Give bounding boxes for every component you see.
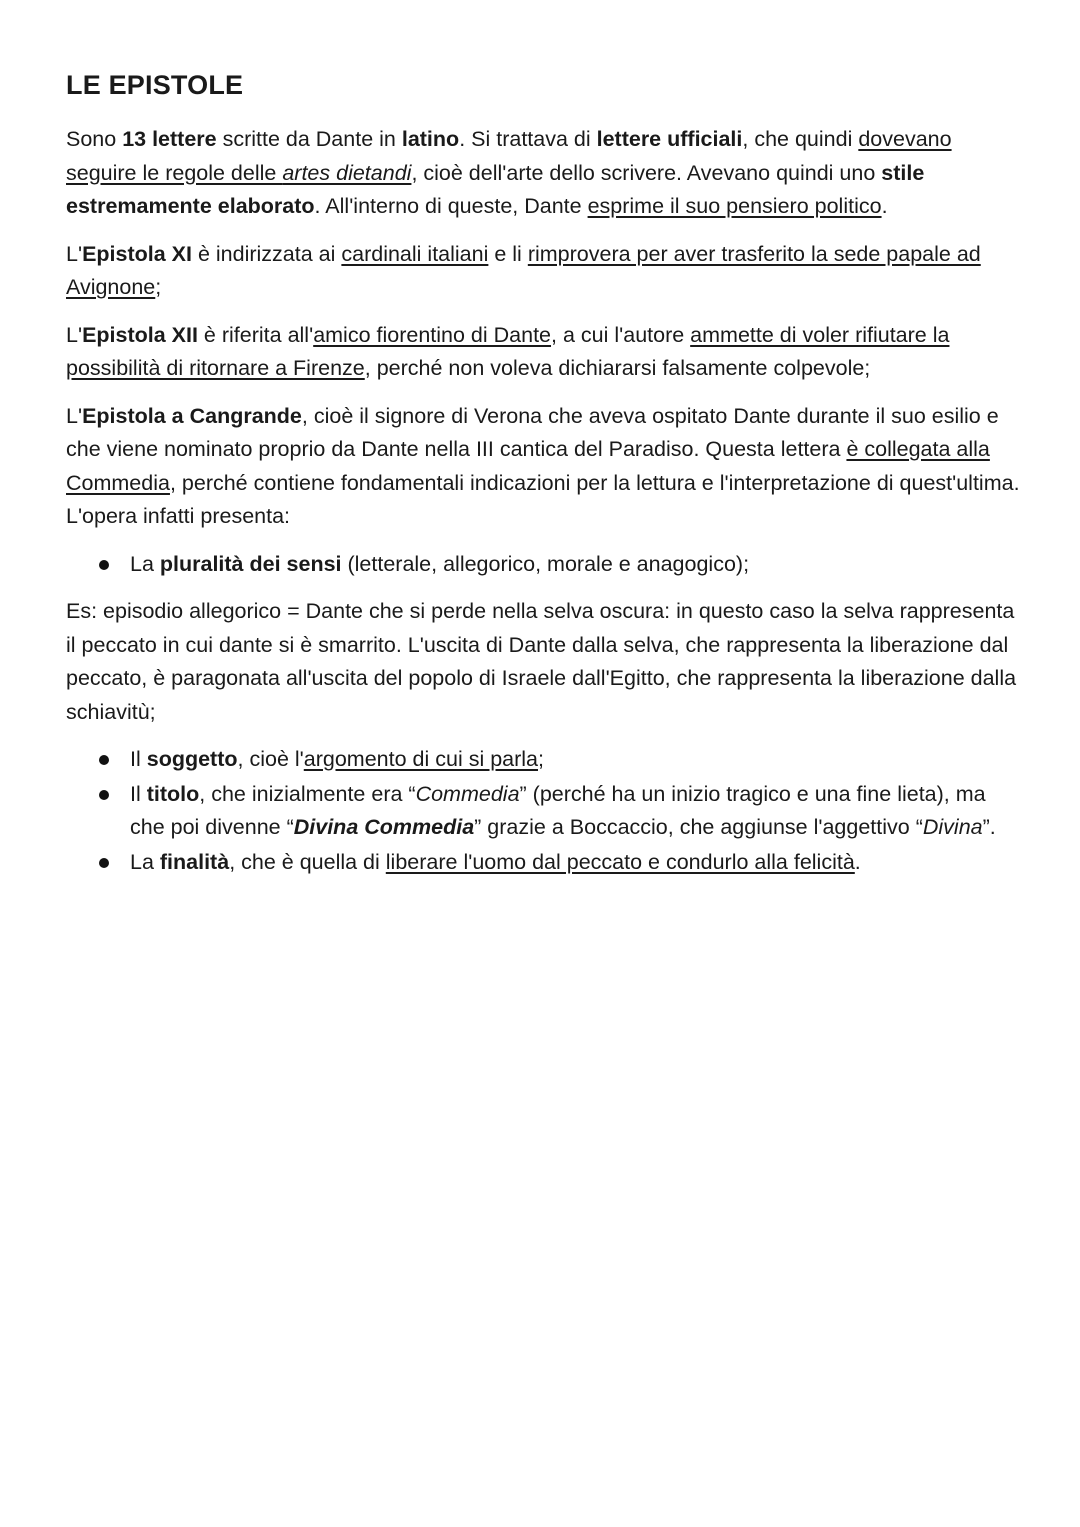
bold-text: soggetto bbox=[146, 747, 238, 771]
text: . All'interno di queste, Dante bbox=[314, 194, 588, 218]
text: , che è quella di bbox=[229, 849, 386, 874]
text: Il bbox=[130, 747, 147, 771]
underlined-text: rimprovera per aver trasferito la sede papale ad Avignone bbox=[66, 241, 981, 299]
italic-text: artes dietandi bbox=[282, 160, 412, 185]
text: (letterale, allegorico, morale e anagogico); bbox=[341, 551, 750, 576]
bold-text: finalità bbox=[159, 849, 230, 874]
paragraph-intro bbox=[66, 123, 1020, 224]
underlined-text: liberare l'uomo dal peccato e condurlo alla felicità bbox=[385, 849, 855, 874]
underlined-text: ammette di voler rifiutare la possibilità di ritornare a Firenze bbox=[66, 322, 950, 380]
text: La bbox=[130, 551, 160, 576]
text: . bbox=[881, 194, 888, 218]
list-item bbox=[130, 846, 1020, 880]
text: ; bbox=[155, 275, 162, 299]
paragraph-epistola-xii bbox=[66, 319, 1020, 386]
list-item bbox=[130, 778, 1020, 845]
text: dovevano seguire le regole delle bbox=[66, 127, 952, 185]
text: è riferita all' bbox=[197, 322, 314, 347]
bold-text: pluralità dei sensi bbox=[159, 551, 342, 576]
underlined-text: esprime il suo pensiero politico bbox=[587, 194, 882, 218]
bold-text: Epistola XI bbox=[82, 241, 192, 266]
paragraph-example: Es: episodio allegorico = Dante che si perde nella selva oscura: in questo caso la selva rappresenta il peccato in cui dante si è smarrito. L'uscita di Dante dalla selva, che rappresenta la liberazione dal peccato, è paragonata all'uscita del popolo di Israele dall'Egitto, che rappresenta la liberazione dalla schiavitù; bbox=[66, 599, 1017, 724]
bullet-list-senses bbox=[66, 548, 1020, 582]
text: ” grazie a Boccaccio, che aggiunse l'aggettivo “ bbox=[474, 815, 923, 839]
text: , perché contiene fondamentali indicazioni per la lettura e l'interpretazione di quest'ultima. L'opera infatti presenta: bbox=[66, 470, 1020, 528]
underlined-text: argomento di cui si parla bbox=[303, 747, 538, 771]
paragraph-epistola-cangrande bbox=[66, 400, 1020, 534]
bold-text: Epistola XII bbox=[82, 322, 198, 347]
text: L' bbox=[66, 241, 83, 266]
underlined-text: amico fiorentino di Dante bbox=[313, 322, 552, 347]
text: ”. bbox=[982, 815, 996, 839]
text: , a cui l'autore bbox=[551, 322, 691, 347]
text: L' bbox=[66, 322, 83, 347]
bold-italic-text: Divina Commedia bbox=[293, 815, 475, 839]
text: è indirizzata ai bbox=[191, 241, 342, 266]
text: , che quindi bbox=[742, 127, 859, 151]
text: ” (perché ha un inizio tragico e una fine lieta), ma che poi divenne “ bbox=[130, 781, 986, 839]
bold-text: stile estremamente elaborato bbox=[66, 160, 925, 218]
list-item bbox=[130, 548, 1020, 582]
text: Sono bbox=[66, 127, 123, 151]
text: , che inizialmente era “ bbox=[199, 781, 416, 806]
bold-text: 13 lettere bbox=[122, 127, 217, 151]
text: Il bbox=[130, 781, 147, 806]
bold-text: Epistola a Cangrande bbox=[82, 403, 302, 428]
bold-text: lettere ufficiali bbox=[596, 127, 743, 151]
text: . Si trattava di bbox=[459, 127, 597, 151]
text: , cioè il signore di Verona che aveva ospitato Dante durante il suo esilio e che viene nominato proprio da Dante nella III cantica del Paradiso. Questa lettera bbox=[66, 403, 999, 461]
text: , perché non voleva dichiararsi falsamente colpevole; bbox=[364, 356, 871, 380]
text: . bbox=[854, 849, 861, 874]
list-item bbox=[130, 743, 1020, 777]
text: L' bbox=[66, 403, 83, 428]
bullet-list-features bbox=[66, 743, 1020, 879]
text: La bbox=[130, 849, 160, 874]
underlined-text: cardinali italiani bbox=[341, 241, 489, 266]
page-title: LE EPISTOLE bbox=[66, 70, 244, 100]
text: , cioè l' bbox=[237, 747, 304, 771]
bold-text: titolo bbox=[146, 781, 200, 806]
paragraph-epistola-xi bbox=[66, 238, 1020, 305]
bold-text: latino bbox=[401, 127, 460, 151]
italic-text: Commedia bbox=[415, 781, 520, 806]
italic-text: Divina bbox=[922, 815, 983, 839]
text: scritte da Dante in bbox=[216, 127, 402, 151]
underlined-text: è collegata alla Commedia bbox=[66, 437, 990, 495]
text: e li bbox=[488, 241, 528, 266]
text: ; bbox=[538, 747, 544, 771]
text: , cioè dell'arte dello scrivere. Avevano quindi uno bbox=[411, 160, 882, 185]
